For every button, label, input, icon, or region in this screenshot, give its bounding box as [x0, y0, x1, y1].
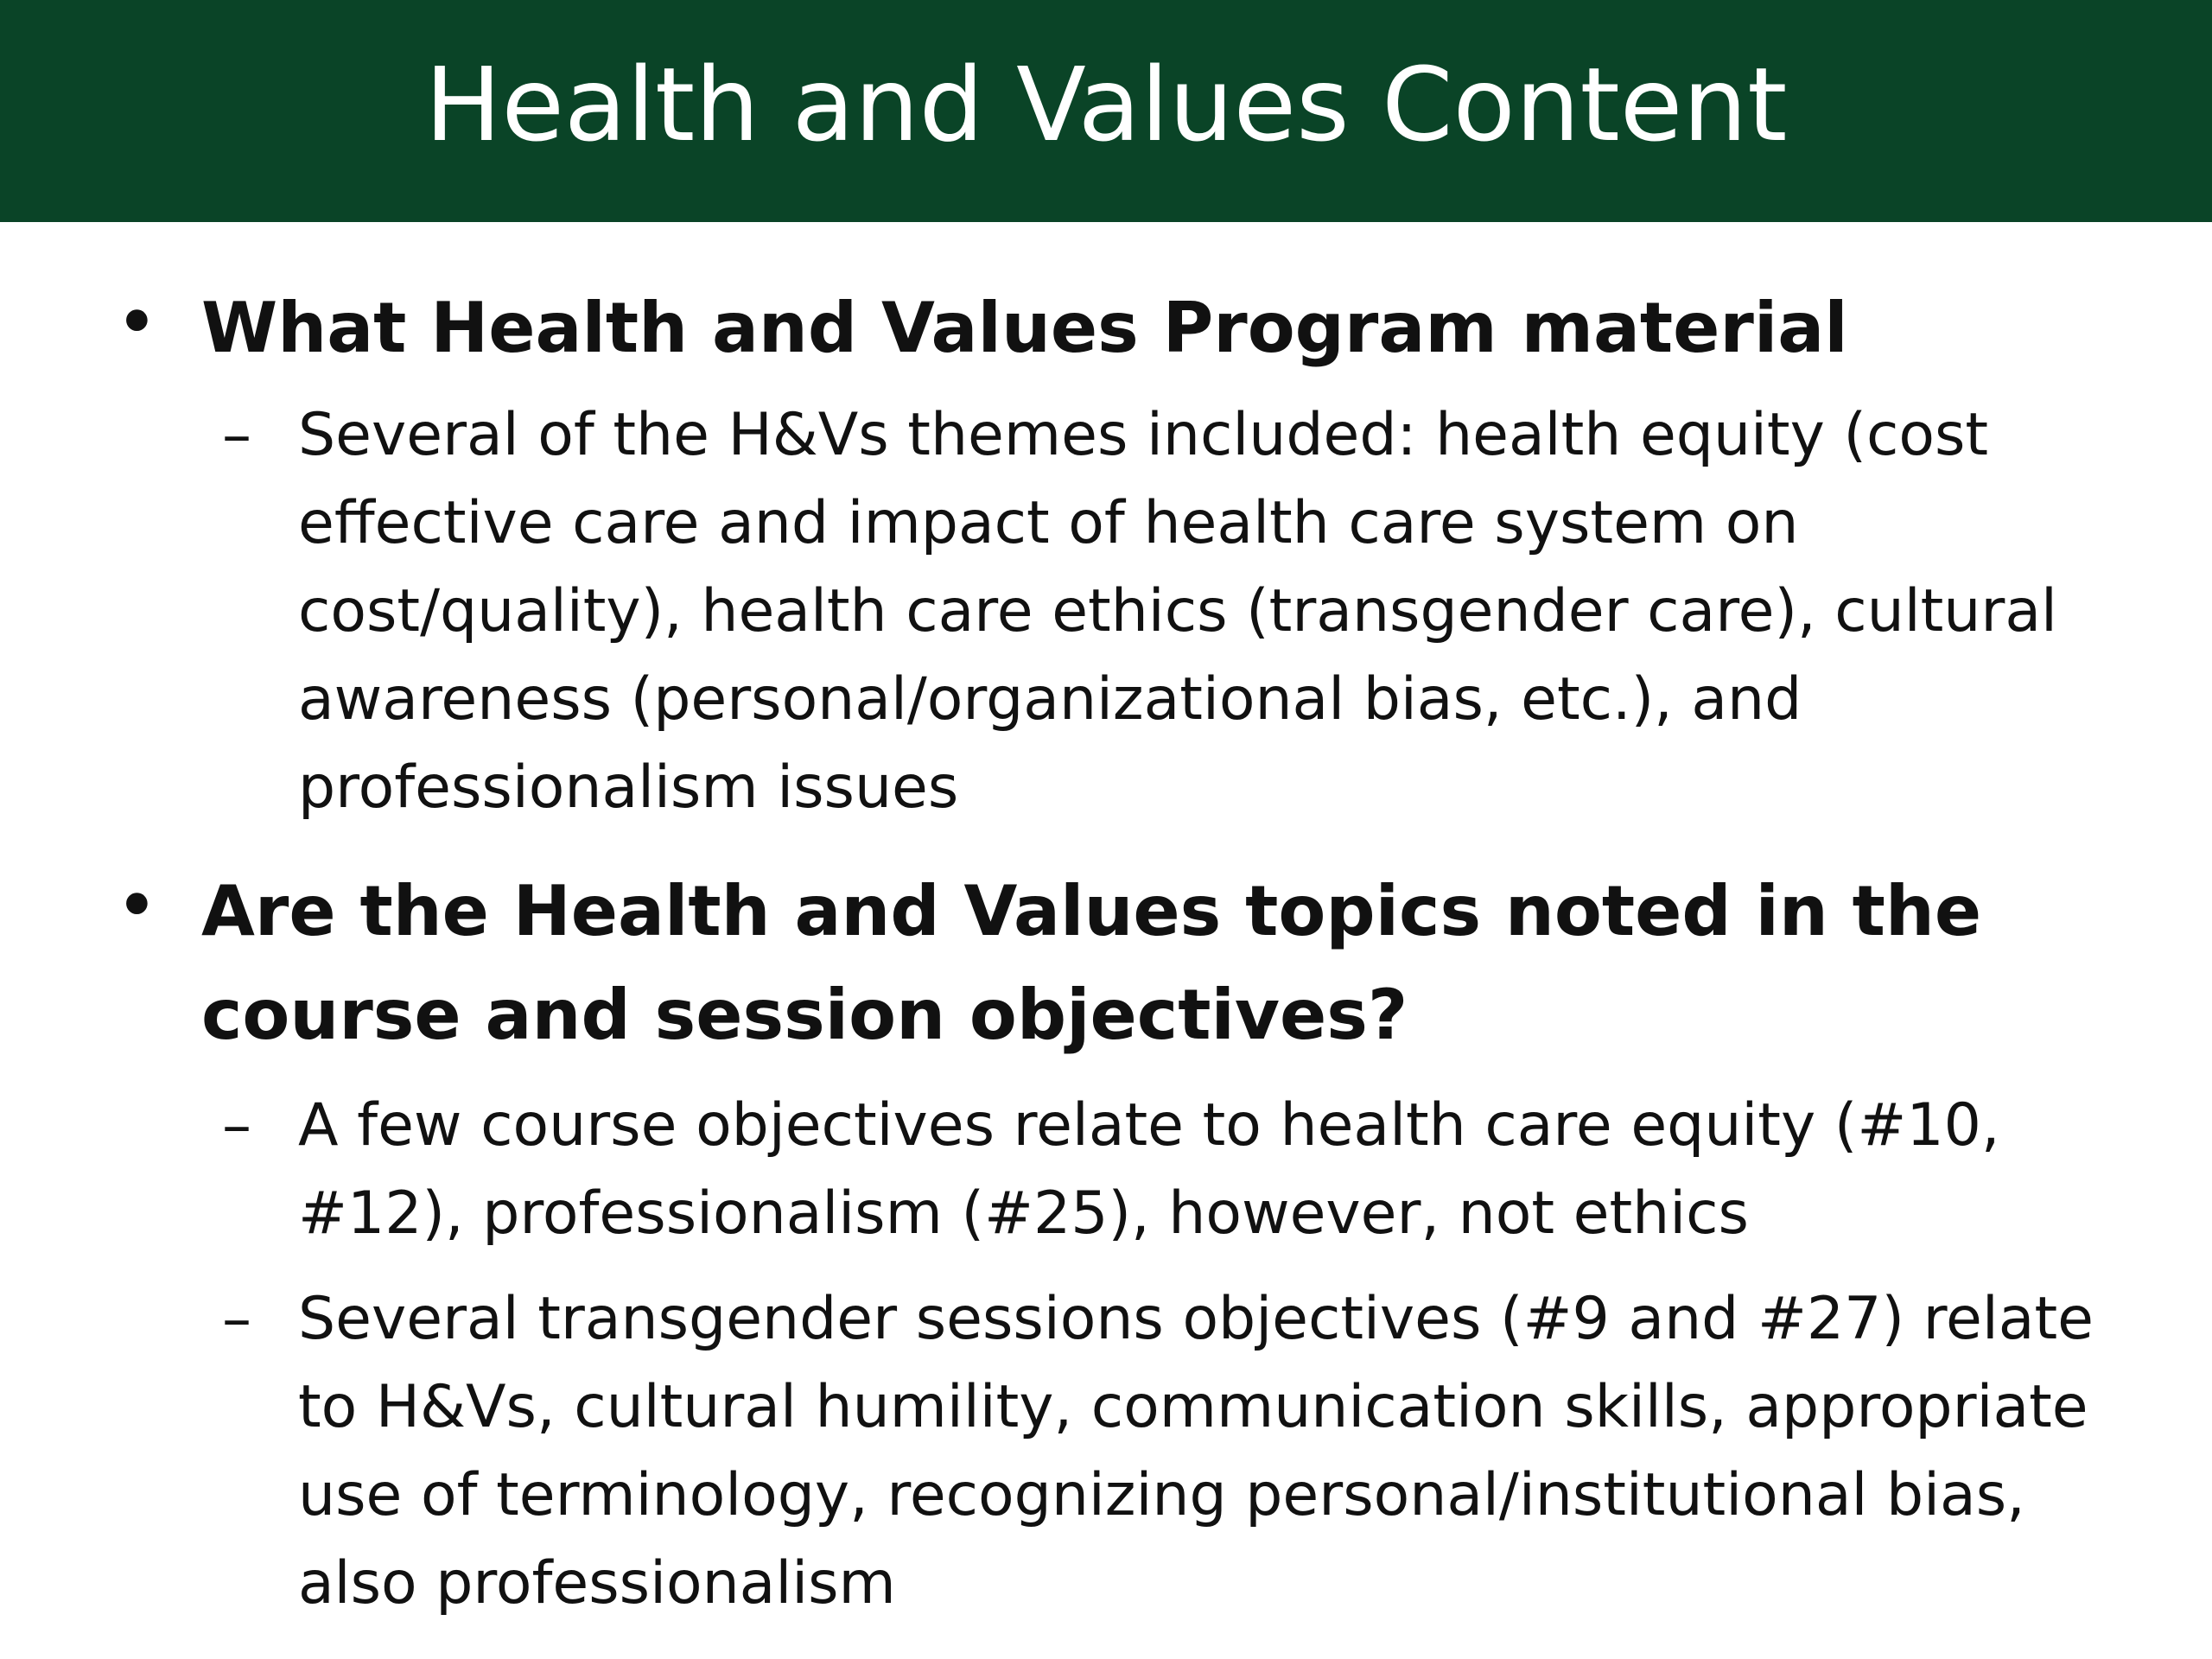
slide-content — [0, 259, 2212, 1650]
sub-bullet-text: Several of the H&Vs themes included: health equity (cost effective care and impact of health care system on cost/quality), health care ethics (transgender care), cultural awareness (personal/organizational bias, etc.), and professionalism issues — [298, 401, 2057, 822]
sub-bullet-text: Several transgender sessions objectives (#9 and #27) relate to H&Vs, cultural humility, communication skills, appropriate use of terminology, recognizing personal/institutional bias, also professionalism — [298, 1285, 2094, 1618]
sub-bullet-marker: – — [222, 401, 251, 469]
bullet-marker: • — [118, 870, 156, 941]
bullet-text: What Health and Values Program material — [201, 288, 1848, 368]
bullet-text: Are the Health and Values topics noted in the course and session objectives? — [201, 871, 1982, 1055]
slide-title: Health and Values Content — [424, 44, 1788, 164]
title-bar — [0, 0, 2212, 222]
sub-bullet-text: A few course objectives relate to health care equity (#10, #12), professionalism (#25), however, not ethics — [298, 1091, 2000, 1248]
sub-bullet-marker: – — [222, 1091, 251, 1160]
bullet-marker: • — [118, 287, 156, 358]
sub-bullet-marker: – — [222, 1285, 251, 1353]
